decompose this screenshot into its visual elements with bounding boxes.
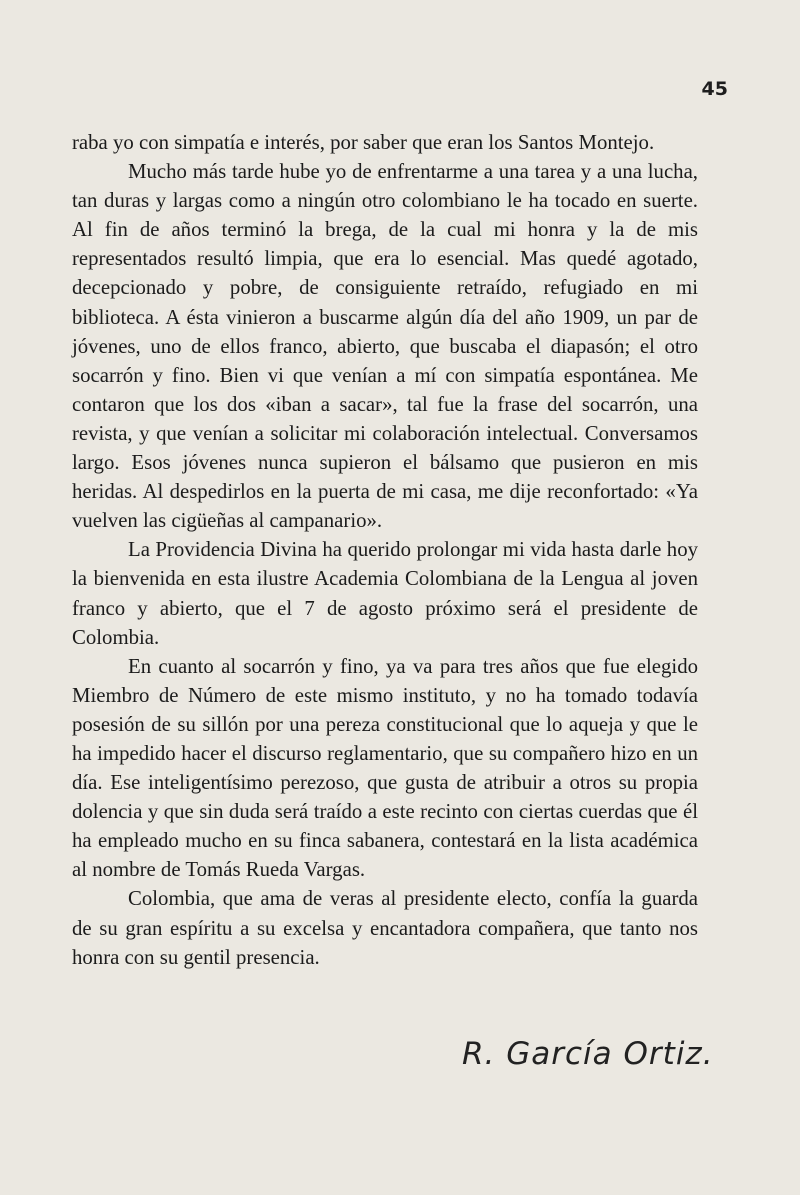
paragraph-1: raba yo con simpatía e interés, por saber que eran los Santos Montejo.	[72, 131, 655, 154]
page-number: 45	[701, 78, 728, 100]
paragraph-5: Colombia, que ama de veras al presidente electo, confía la guarda de su gran espíritu a su excelsa y encantadora compañera, que tanto nos honra con su gentil presencia.	[72, 887, 698, 969]
paragraph-4: En cuanto al socarrón y fino, ya va para tres años que fue elegido Miembro de Número de este mismo instituto, y no ha tomado todavía posesión de su sillón por una pereza constitucional que lo aqueja y que le ha impedido hacer el discurso reglamentario, que su compañero hizo en un día. Ese inteligentísimo perezoso, que gusta de atribuir a otros su propia dolencia y que sin duda será traído a este recinto con ciertas cuerdas que él ha empleado mucho en su finca sabanera, contestará en la lista académica al nombre de Tomás Rueda Vargas.	[72, 654, 698, 882]
body-text	[72, 128, 698, 972]
paragraph-2: Mucho más tarde hube yo de enfrentarme a una tarea y a una lucha, tan duras y largas como a ningún otro colombiano le ha tocado en suerte. Al fin de años terminó la brega, de la cual mi honra y la de mis representados resultó limpia, que era lo esencial. Mas quedé agotado, decepcionado y pobre, de consiguiente retraído, refugiado en mi biblioteca. A ésta vinieron a buscarme algún día del año 1909, un par de jóvenes, uno de ellos franco, abierto, que buscaba el diapasón; el otro socarrón y fino. Bien vi que venían a mí con simpatía espontánea. Me contaron que los dos «iban a sacar», tal fue la frase del socarrón, una revista, y que venían a solicitar mi colaboración intelectual. Conversamos largo. Esos jóvenes nunca supieron el bálsamo que pusieron en mis heridas. Al despedirlos en la puerta de mi casa, me dije reconfortado: «Ya vuelven las cigüeñas al campanario».	[72, 160, 698, 533]
author-signature: R. García Ortiz.	[462, 1036, 714, 1072]
paragraph-3: La Providencia Divina ha querido prolongar mi vida hasta darle hoy la bienvenida en esta ilustre Academia Colombiana de la Lengua al joven franco y abierto, que el 7 de agosto próximo será el presidente de Colombia.	[72, 538, 698, 649]
